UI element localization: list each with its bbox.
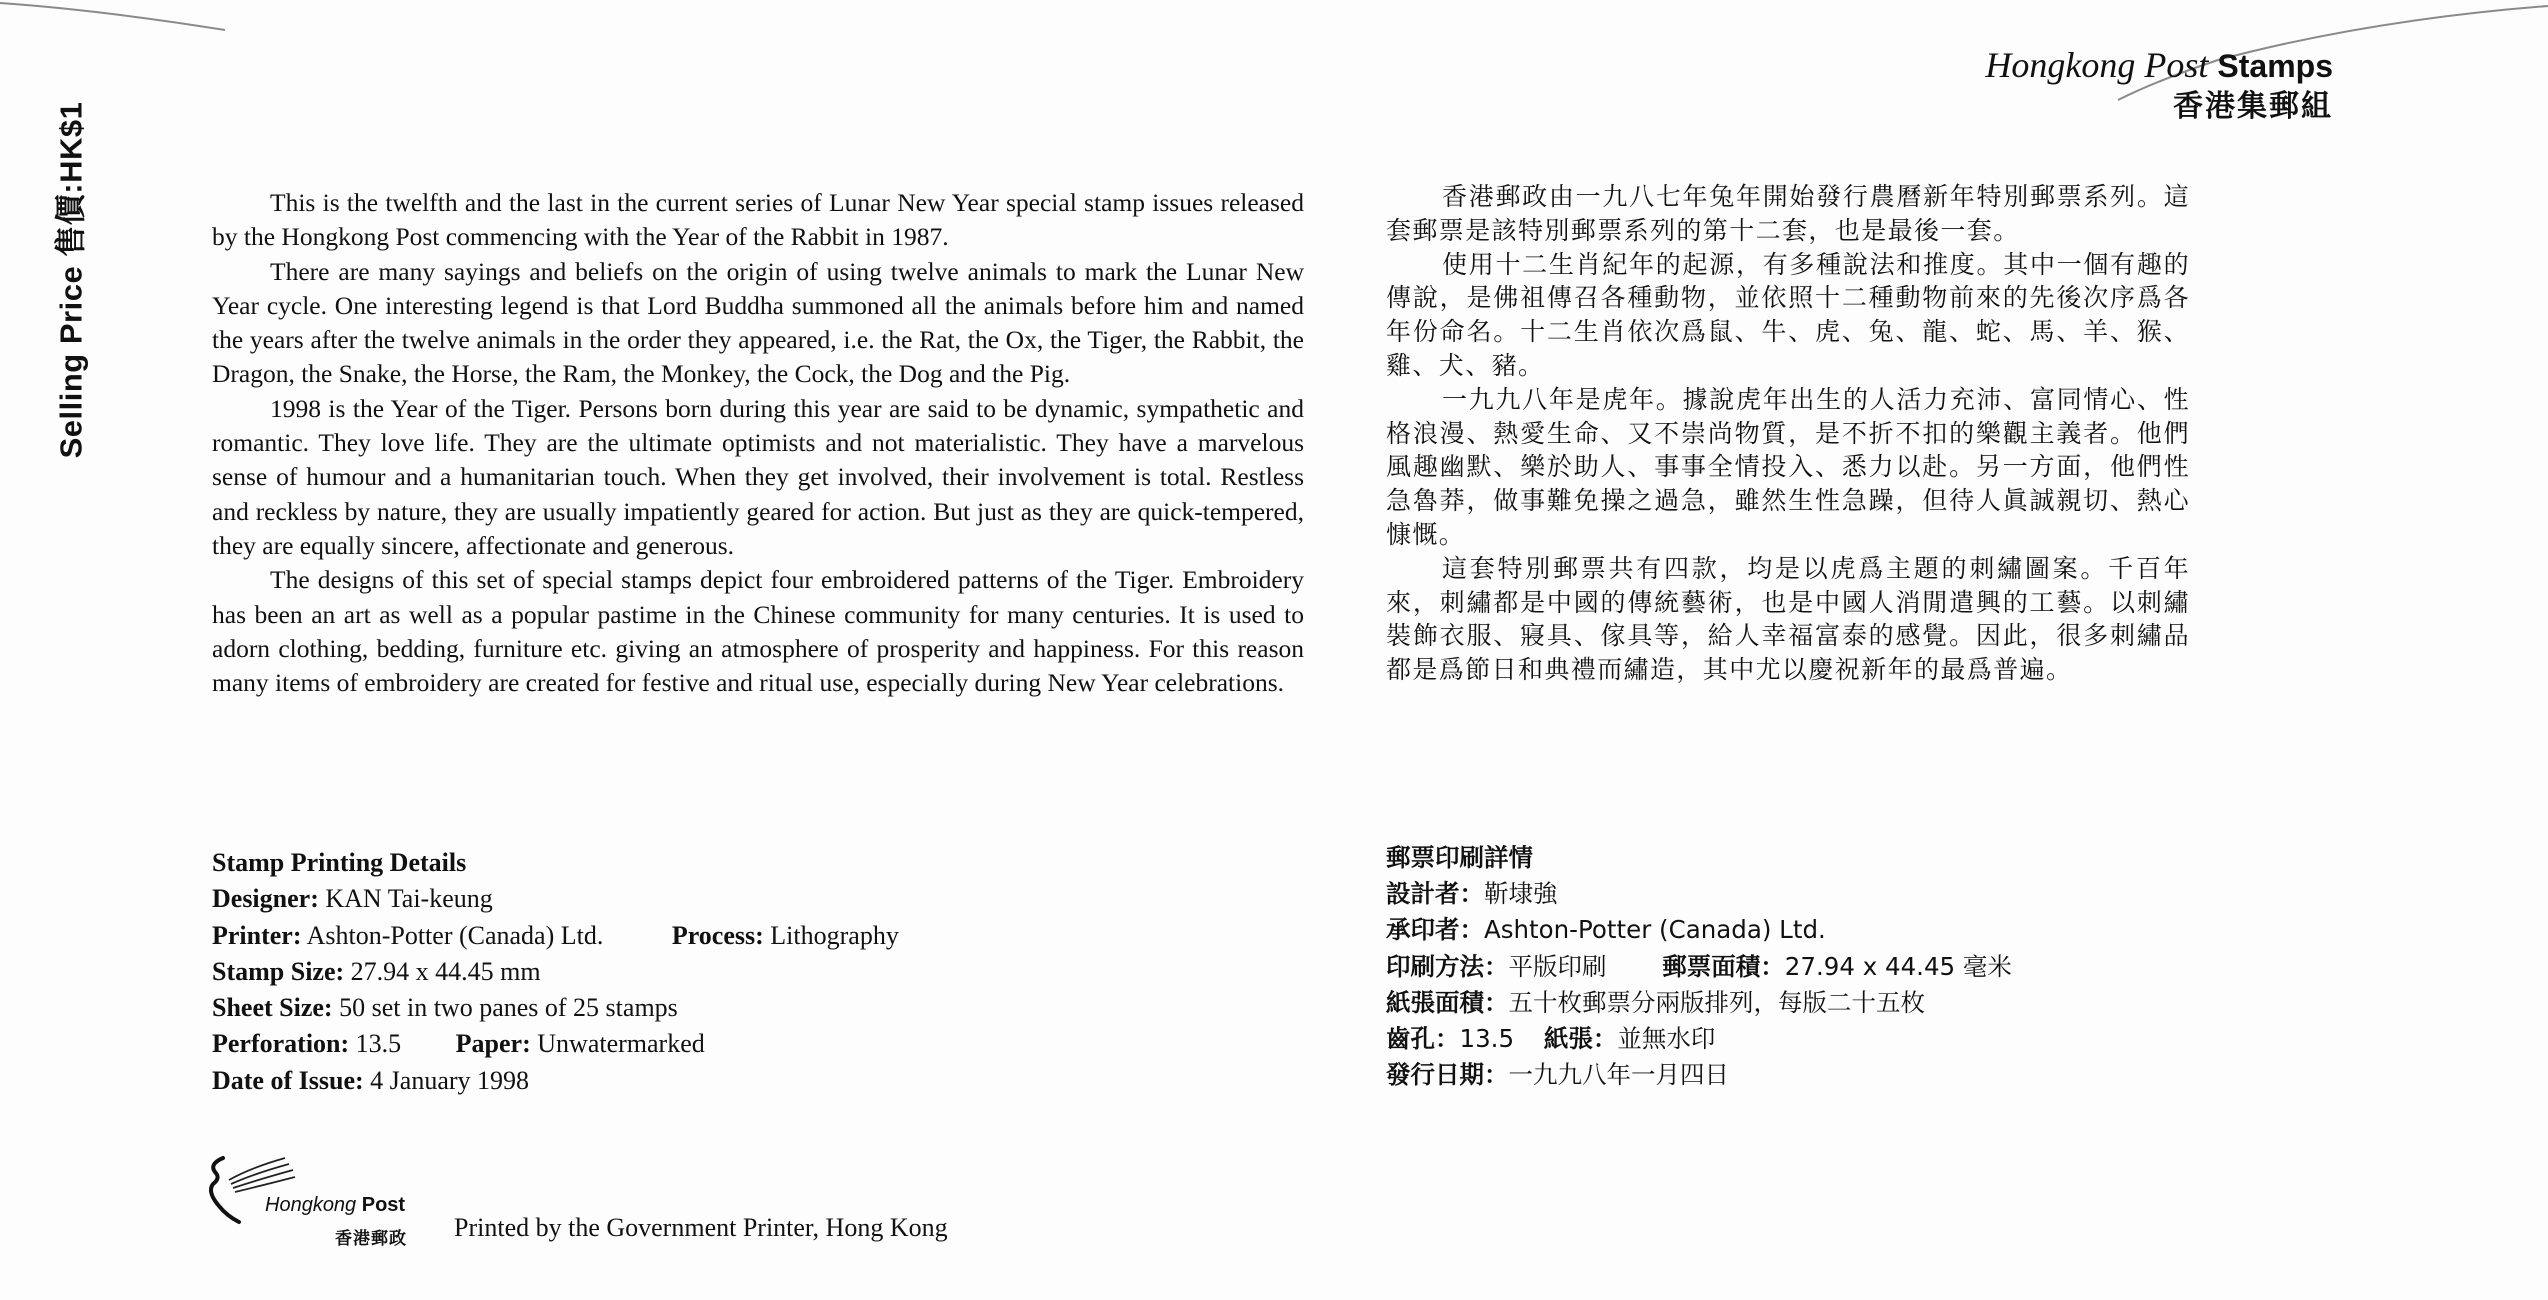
- zh-paper-value: 並無水印: [1617, 1024, 1716, 1054]
- perforation-label: Perforation:: [212, 1029, 350, 1059]
- process-label: Process:: [671, 920, 764, 950]
- paper-label: Paper:: [455, 1029, 531, 1059]
- process-value: Lithography: [770, 920, 899, 950]
- logo-english-text: [265, 1194, 405, 1217]
- logo-hongkong: Hongkong: [265, 1194, 362, 1216]
- zh-sheet-row: [1386, 985, 2012, 1021]
- zh-process-value: 平版印刷: [1508, 951, 1607, 981]
- brand-title: [1985, 44, 2333, 87]
- zh-date-value: 一九九八年一月四日: [1508, 1060, 1729, 1090]
- designer-value: KAN Tai-keung: [325, 884, 493, 914]
- stamp-size-row: [212, 954, 899, 990]
- english-paragraph: This is the twelfth and the last in the current series of Lunar New Year special stamp issues released by the Hongkong Post commencing with the Year of the Rabbit in 1987.: [212, 188, 1304, 252]
- zh-stamp-size-value: 27.94 x 44.45 毫米: [1784, 951, 2012, 981]
- paper-edge-left: [0, 0, 240, 40]
- sheet-size-value: 50 set in two panes of 25 stamps: [339, 993, 678, 1023]
- zh-perf-label: 齒孔：: [1386, 1024, 1460, 1054]
- zh-paper-label: 紙張：: [1543, 1024, 1618, 1054]
- zh-sheet-value: 五十枚郵票分兩版排列，每版二十五枚: [1508, 987, 1925, 1017]
- zh-details-heading: 郵票印刷詳情: [1386, 843, 1533, 872]
- designer-row: [212, 881, 899, 917]
- printer-label: Printer:: [212, 920, 302, 950]
- zh-designer-label: 設計者：: [1386, 879, 1484, 909]
- zh-perf-row: [1386, 1021, 2012, 1057]
- zh-printer-value: Ashton-Potter (Canada) Ltd.: [1484, 915, 1826, 945]
- zh-date-row: [1386, 1057, 2012, 1093]
- logo-chinese-text: 香港郵政: [335, 1229, 407, 1249]
- selling-price-strip: [18, 95, 118, 465]
- chinese-paragraph: 香港郵政由一九八七年兔年開始發行農曆新年特別郵票系列。這套郵票是該特別郵票系列的第十二套，也是最後一套。: [1386, 182, 2190, 245]
- zh-designer-row: [1386, 876, 2012, 912]
- date-label: Date of Issue:: [212, 1065, 364, 1095]
- chinese-description: [1386, 180, 2190, 687]
- perforation-value: 13.5: [355, 1029, 402, 1059]
- zh-date-label: 發行日期：: [1386, 1060, 1509, 1090]
- zh-stamp-size-label: 郵票面積：: [1662, 951, 1785, 981]
- hongkong-post-logo: [205, 1150, 435, 1250]
- english-paragraph: There are many sayings and beliefs on the origin of using twelve animals to mark the Lunar New Year cycle. One interesting legend is that Lord Buddha summoned all the animals before him and named the years after the twelve animals in the order they appeared, i.e. the Rat, the Ox, the Tiger, the Rabbit, the Dragon, the Snake, the Horse, the Ram, the Monkey, the Cock, the Dog and the Pig.: [212, 256, 1304, 389]
- zh-perf-value: 13.5: [1459, 1024, 1515, 1054]
- logo-post: Post: [361, 1194, 406, 1216]
- zh-designer-value: 靳埭強: [1484, 879, 1558, 909]
- brand-name: Hongkong Post: [1985, 45, 2218, 85]
- stamp-size-label: Stamp Size:: [212, 956, 345, 986]
- brand-chinese-name: 香港集郵組: [2173, 89, 2333, 124]
- chinese-paragraph: 一九九八年是虎年。據說虎年出生的人活力充沛、富同情心、性格浪漫、熱愛生命、又不崇尚物質，是不折不扣的樂觀主義者。他們風趣幽默、樂於助人、事事全情投入、悉力以赴。另一方面，他們性急魯莽，做事難免操之過急，雖然生性急躁，但待人眞誠親切、熱心慷慨。: [1386, 384, 2190, 549]
- sheet-size-row: [212, 990, 899, 1026]
- sheet-size-label: Sheet Size:: [212, 993, 333, 1023]
- stamp-size-value: 27.94 x 44.45 mm: [350, 956, 541, 986]
- printed-by-text: Printed by the Government Printer, Hong Kong: [454, 1213, 948, 1242]
- english-description: [212, 186, 1304, 700]
- perforation-row: [212, 1026, 899, 1062]
- printer-row: [212, 918, 899, 954]
- details-heading: Stamp Printing Details: [212, 848, 467, 877]
- chinese-paragraph: 這套特別郵票共有四款，均是以虎爲主題的刺繡圖案。千百年來，刺繡都是中國的傳統藝術，也是中國人消閒遣興的工藝。以刺繡裝飾衣服、寢具、傢具等，給人幸福富泰的感覺。因此，很多刺繡品都是爲節日和典禮而繡造，其中尤以慶祝新年的最爲普遍。: [1386, 553, 2190, 685]
- zh-process-row: [1386, 949, 2012, 985]
- chinese-paragraph: 使用十二生肖紀年的起源，有多種說法和推度。其中一個有趣的傳說，是佛祖傳召各種動物，並依照十二種動物前來的先後次序爲各年份命名。十二生肖依次爲鼠、牛、虎、兔、龍、蛇、馬、羊、猴、雞、犬、豬。: [1386, 249, 2190, 380]
- printer-value: Ashton-Potter (Canada) Ltd.: [306, 920, 604, 950]
- zh-printer-row: [1386, 912, 2012, 948]
- zh-printer-label: 承印者：: [1386, 915, 1484, 945]
- english-paragraph: 1998 is the Year of the Tiger. Persons born during this year are said to be dynamic, sympathetic and romantic. They love life. They are the ultimate optimists and not materialistic. They have a marvelous sense of humour and a humanitarian touch. When they get involved, their involvement is total. Restless and reckless by nature, they are usually impatiently geared for action. But just as they are quick-tempered, they are equally sincere, affectionate and generous.: [212, 393, 1304, 560]
- designer-label: Designer:: [212, 884, 319, 914]
- zh-sheet-label: 紙張面積：: [1386, 987, 1509, 1017]
- date-value: 4 January 1998: [370, 1065, 530, 1095]
- paper-value: Unwatermarked: [537, 1029, 705, 1059]
- zh-process-label: 印刷方法：: [1386, 951, 1509, 981]
- brand-header: [1985, 44, 2333, 127]
- brand-stamps-word: Stamps: [2217, 48, 2333, 84]
- english-printing-details: [212, 845, 899, 1099]
- chinese-printing-details: [1386, 840, 2012, 1093]
- english-paragraph: The designs of this set of special stamps depict four embroidered patterns of the Tiger. Embroidery has been an art as well as a popular pastime in the Chinese community for many centuries. It is used to adorn clothing, bedding, furniture etc. giving an atmosphere of prosperity and happiness. For this reason many items of embroidery are created for festive and ritual use, especially during New Year celebrations.: [212, 565, 1304, 698]
- selling-price: Selling Price 售價:HK$1: [53, 101, 89, 459]
- date-of-issue-row: [212, 1063, 899, 1099]
